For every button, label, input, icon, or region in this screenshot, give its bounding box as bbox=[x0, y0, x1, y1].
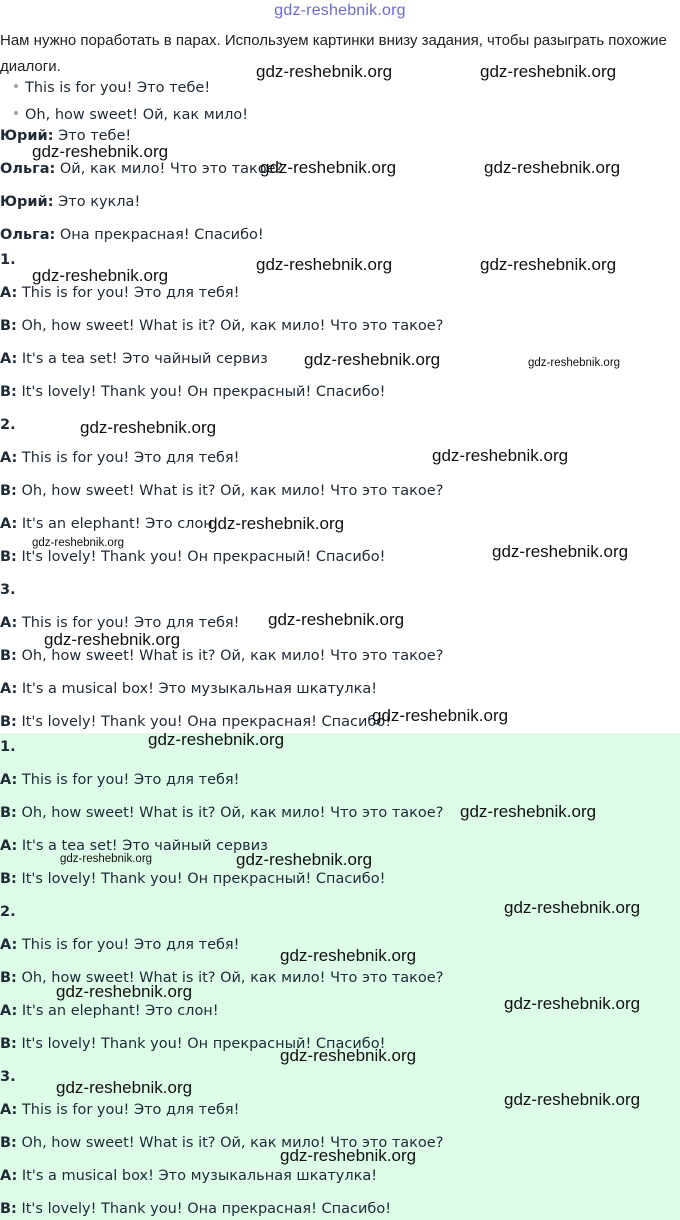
answer-dialog-line: A: This is for you! Это для тебя! bbox=[0, 772, 240, 788]
watermark: gdz-reshebnik.org bbox=[60, 853, 153, 865]
dialog-line: A: It's a musical box! Это музыкальная шкатулка! bbox=[0, 681, 378, 697]
answer-dialog-line: A: It's a musical box! Это музыкальная шкатулка! bbox=[0, 1168, 378, 1184]
example-line: Юрий: Это кукла! bbox=[0, 194, 141, 210]
bullet-item: Oh, how sweet! Ой, как мило! bbox=[14, 105, 248, 125]
watermark: gdz-reshebnik.org bbox=[504, 994, 641, 1013]
watermark: gdz-reshebnik.org bbox=[32, 537, 125, 549]
answer-dialog-line: B: Oh, how sweet! What is it? Ой, как мило! Что это такое? bbox=[0, 1135, 444, 1151]
answer-dialog-line: A: It's an elephant! Это слон! bbox=[0, 1003, 219, 1019]
dialog-line: A: This is for you! Это для тебя! bbox=[0, 450, 240, 466]
watermark: gdz-reshebnik.org bbox=[236, 850, 373, 869]
watermark: gdz-reshebnik.org bbox=[256, 62, 393, 81]
watermark: gdz-reshebnik.org bbox=[80, 418, 217, 437]
dialog-line: B: Oh, how sweet! What is it? Ой, как мило! Что это такое? bbox=[0, 483, 444, 499]
answer-dialog-number: 3. bbox=[0, 1069, 16, 1085]
intro-text: Нам нужно поработать в парах. Используем картинки внизу задания, чтобы разыграть похожие диалоги. bbox=[0, 32, 667, 75]
watermark: gdz-reshebnik.org bbox=[280, 946, 417, 965]
watermark: gdz-reshebnik.org bbox=[304, 350, 441, 369]
watermark: gdz-reshebnik.org bbox=[504, 1090, 641, 1109]
watermark: gdz-reshebnik.org bbox=[460, 802, 597, 821]
answer-dialog-number: 2. bbox=[0, 904, 16, 920]
watermark: gdz-reshebnik.org bbox=[256, 255, 393, 274]
dialog-line: A: This is for you! Это для тебя! bbox=[0, 615, 240, 631]
answer-dialog-number: 1. bbox=[0, 739, 16, 755]
watermark: gdz-reshebnik.org bbox=[372, 706, 509, 725]
watermark: gdz-reshebnik.org bbox=[44, 630, 181, 649]
watermark: gdz-reshebnik.org bbox=[484, 158, 621, 177]
watermark: gdz-reshebnik.org bbox=[480, 62, 617, 81]
watermark: gdz-reshebnik.org bbox=[56, 1078, 193, 1097]
dialog-line: B: Oh, how sweet! What is it? Ой, как мило! Что это такое? bbox=[0, 648, 444, 664]
example-line: Юрий: Это тебе! bbox=[0, 128, 132, 144]
dialog-line: A: It's a tea set! Это чайный сервиз bbox=[0, 351, 268, 367]
answer-dialog-line: A: This is for you! Это для тебя! bbox=[0, 1102, 240, 1118]
answer-dialog-line: A: This is for you! Это для тебя! bbox=[0, 937, 240, 953]
bullet-item: This is for you! Это тебе! bbox=[14, 78, 210, 98]
watermark: gdz-reshebnik.org bbox=[56, 982, 193, 1001]
answer-dialog-line: B: It's lovely! Thank you! Он прекрасный! Спасибо! bbox=[0, 1036, 386, 1052]
dialog-number: 3. bbox=[0, 582, 16, 598]
watermark: gdz-reshebnik.org bbox=[260, 158, 397, 177]
dialog-line: B: Oh, how sweet! What is it? Ой, как мило! Что это такое? bbox=[0, 318, 444, 334]
bullet-dot-icon bbox=[14, 84, 18, 88]
watermark: gdz-reshebnik.org bbox=[504, 898, 641, 917]
bullet-dot-icon bbox=[14, 111, 18, 115]
watermark: gdz-reshebnik.org bbox=[432, 446, 569, 465]
example-line: Ольга: Она прекрасная! Спасибо! bbox=[0, 227, 264, 243]
dialog-number: 1. bbox=[0, 252, 16, 268]
answer-dialog-line: B: It's lovely! Thank you! Она прекрасная! Спасибо! bbox=[0, 1201, 392, 1217]
answer-dialog-line: A: It's a tea set! Это чайный сервиз bbox=[0, 838, 268, 854]
answer-dialog-line: B: Oh, how sweet! What is it? Ой, как мило! Что это такое? bbox=[0, 970, 444, 986]
watermark: gdz-reshebnik.org bbox=[280, 1146, 417, 1165]
watermark: gdz-reshebnik.org bbox=[280, 1046, 417, 1065]
site-header-link[interactable]: gdz-reshebnik.org bbox=[274, 2, 406, 19]
watermark: gdz-reshebnik.org bbox=[528, 357, 621, 369]
dialog-number: 2. bbox=[0, 417, 16, 433]
watermark: gdz-reshebnik.org bbox=[148, 730, 285, 749]
dialog-line: A: It's an elephant! Это слон! bbox=[0, 516, 219, 532]
answer-dialog-line: B: It's lovely! Thank you! Он прекрасный! Спасибо! bbox=[0, 871, 386, 887]
dialog-line: B: It's lovely! Thank you! Он прекрасный! Спасибо! bbox=[0, 384, 386, 400]
answer-dialog-line: B: Oh, how sweet! What is it? Ой, как мило! Что это такое? bbox=[0, 805, 444, 821]
dialog-line: B: It's lovely! Thank you! Она прекрасная! Спасибо! bbox=[0, 714, 392, 730]
watermark: gdz-reshebnik.org bbox=[208, 514, 345, 533]
watermark: gdz-reshebnik.org bbox=[480, 255, 617, 274]
watermark: gdz-reshebnik.org bbox=[268, 610, 405, 629]
watermark: gdz-reshebnik.org bbox=[32, 142, 169, 161]
watermark: gdz-reshebnik.org bbox=[32, 266, 169, 285]
example-line: Ольга: Ой, как мило! Что это такое? bbox=[0, 161, 284, 177]
watermark: gdz-reshebnik.org bbox=[492, 542, 629, 561]
dialog-line: B: It's lovely! Thank you! Он прекрасный! Спасибо! bbox=[0, 549, 386, 565]
dialog-line: A: This is for you! Это для тебя! bbox=[0, 285, 240, 301]
